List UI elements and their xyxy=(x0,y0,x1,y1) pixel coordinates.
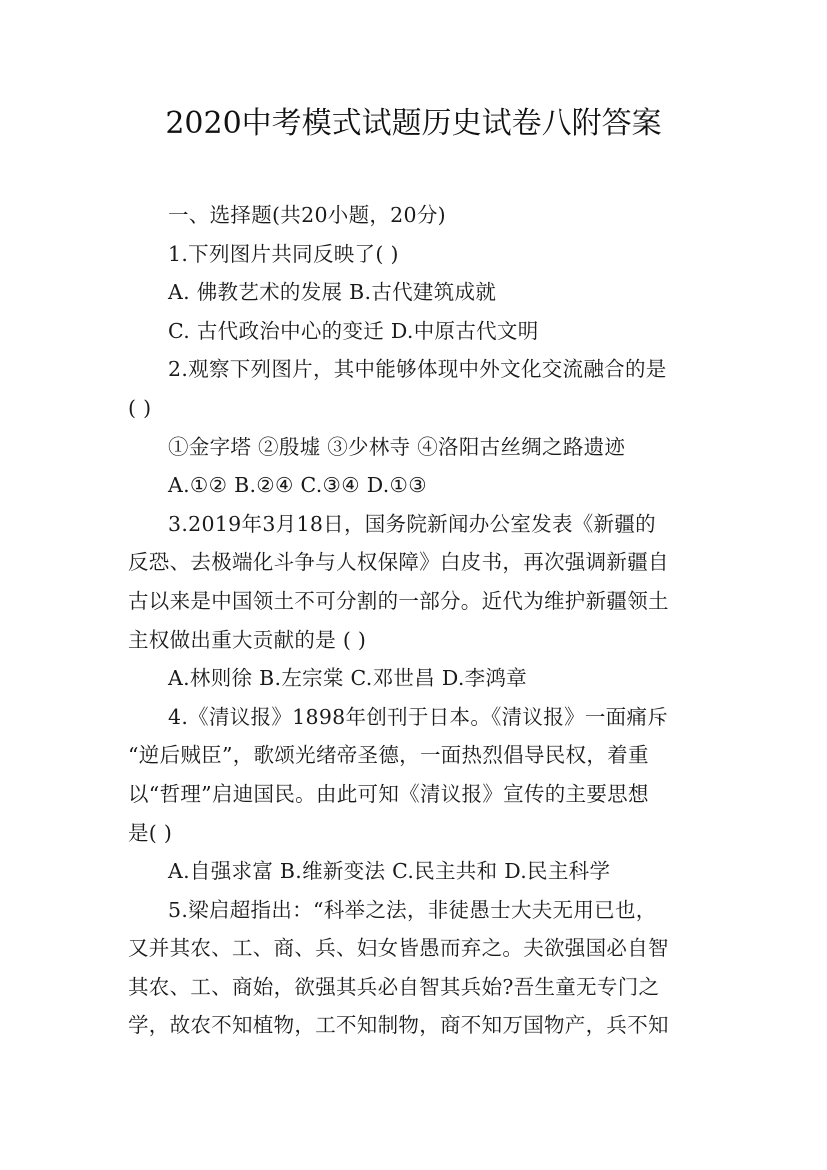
question-3-stem-cont: 古以来是中国领土不可分割的一部分。近代为维护新疆领土 xyxy=(128,588,669,613)
document-body xyxy=(128,196,708,1045)
question-4-stem-cont: “逆后贼臣”，歌颂光绪帝圣德，一面热烈倡导民权，着重 xyxy=(128,743,649,768)
question-2-stem-cont: ( ) xyxy=(128,395,152,420)
question-5-stem-cont: 学，故农不知植物，工不知制物，商不知万国物产，兵不知 xyxy=(128,1013,669,1038)
question-4-options: A.自强求富 B.维新变法 C.民主共和 D.民主科学 xyxy=(168,859,611,884)
question-4-stem: 4.《清议报》1898年创刊于日本。《清议报》一面痛斥 xyxy=(168,704,669,729)
section-heading: 一、选择题(共20小题，20分) xyxy=(168,203,446,227)
question-1-stem: 1.下列图片共同反映了( ) xyxy=(168,241,399,266)
document-title: 2020中考模式试题历史试卷八附答案 xyxy=(165,106,662,141)
question-3-stem-cont: 反恐、去极端化斗争与人权保障》白皮书，再次强调新疆自 xyxy=(128,550,669,575)
question-5-stem-cont: 其农、工、商始，欲强其兵必自智其兵始?吾生童无专门之 xyxy=(128,974,660,999)
question-4-stem-cont: 以“哲理”启迪国民。由此可知《清议报》宣传的主要思想 xyxy=(128,781,649,806)
question-5-stem: 5.梁启超指出：“科举之法，非徒愚士大夫无用已也， xyxy=(168,897,657,922)
question-1-options-cd: C. 古代政治中心的变迁 D.中原古代文明 xyxy=(168,318,539,343)
question-2-options: A.①② B.②④ C.③④ D.①③ xyxy=(168,473,427,498)
question-5-stem-cont: 又并其农、工、商、兵、妇女皆愚而弃之。夫欲强国必自智 xyxy=(128,936,669,961)
question-2-stem: 2.观察下列图片，其中能够体现中外文化交流融合的是 xyxy=(168,357,667,382)
question-2-items: ①金字塔 ②殷墟 ③少林寺 ④洛阳古丝绸之路遗迹 xyxy=(168,434,626,459)
question-4-stem-cont: 是( ) xyxy=(128,820,173,845)
question-3-options: A.林则徐 B.左宗棠 C.邓世昌 D.李鸿章 xyxy=(168,666,528,691)
question-3-stem-cont: 主权做出重大贡献的是 ( ) xyxy=(128,627,367,652)
question-1-options-ab: A. 佛教艺术的发展 B.古代建筑成就 xyxy=(168,280,497,305)
question-3-stem: 3.2019年3月18日，国务院新闻办公室发表《新疆的 xyxy=(168,511,656,536)
